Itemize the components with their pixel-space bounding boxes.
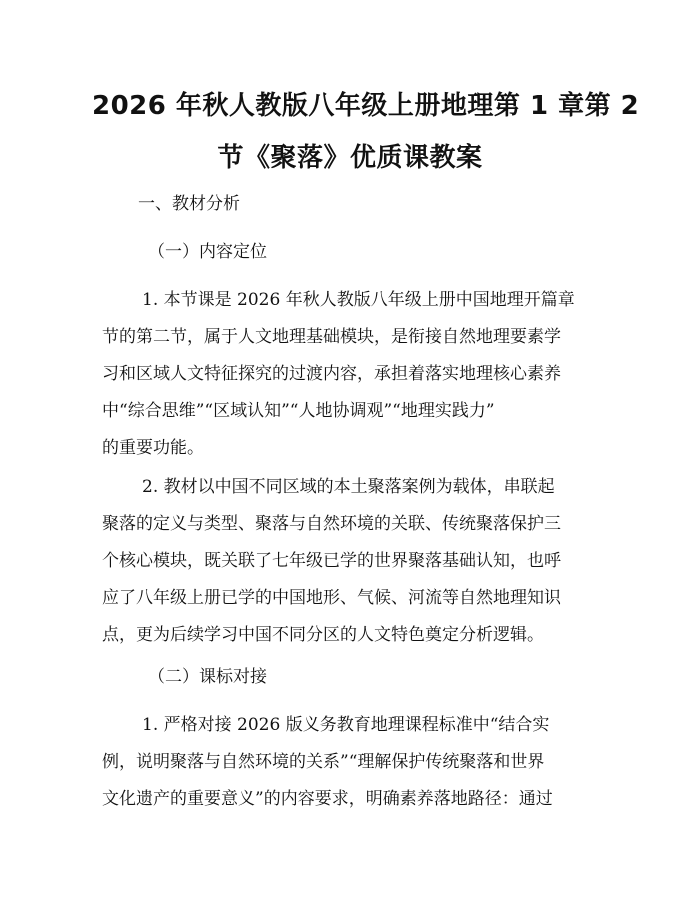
paragraph-1 [102, 282, 602, 467]
paragraph-2-line: 点，更为后续学习中国不同分区的人文特色奠定分析逻辑。 [102, 625, 544, 645]
paragraph-2 [102, 469, 602, 654]
title-line-2: 节《聚落》优质课教案 [217, 143, 483, 173]
paragraph-2-line: 应了八年级上册已学的中国地形、气候、河流等自然地理知识 [102, 588, 561, 608]
paragraph-3-line: 1. 严格对接 2026 版义务教育地理课程标准中“结合实 [142, 715, 550, 735]
document-title [92, 80, 640, 184]
paragraph-1-line: 的重要功能。 [102, 438, 204, 458]
subsection-heading-curriculum-alignment: （二）课标对接 [148, 667, 267, 687]
paragraph-1-line: 1. 本节课是 2026 年秋人教版八年级上册中国地理开篇章 [142, 290, 575, 310]
title-line-1: 2026 年秋人教版八年级上册地理第 1 章第 2 [92, 91, 640, 121]
paragraph-3 [102, 707, 602, 818]
paragraph-1-line: 节的第二节，属于人文地理基础模块，是衔接自然地理要素学 [102, 327, 561, 347]
subsection-heading-content-positioning: （一）内容定位 [148, 242, 267, 262]
paragraph-1-line: 习和区域人文特征探究的过渡内容，承担着落实地理核心素养 [102, 364, 561, 384]
paragraph-3-line: 例，说明聚落与自然环境的关系”“理解保护传统聚落和世界 [102, 752, 545, 772]
section-heading-teaching-material-analysis: 一、教材分析 [138, 194, 240, 214]
paragraph-2-line: 个核心模块，既关联了七年级已学的世界聚落基础认知，也呼 [102, 551, 561, 571]
paragraph-2-line: 2. 教材以中国不同区域的本土聚落案例为载体，串联起 [142, 477, 555, 497]
paragraph-2-line: 聚落的定义与类型、聚落与自然环境的关联、传统聚落保护三 [102, 514, 561, 534]
paragraph-3-line: 文化遗产的重要意义”的内容要求，明确素养落地路径：通过 [102, 789, 553, 809]
paragraph-1-line: 中“综合思维”“区域认知”“人地协调观”“地理实践力” [102, 401, 495, 421]
